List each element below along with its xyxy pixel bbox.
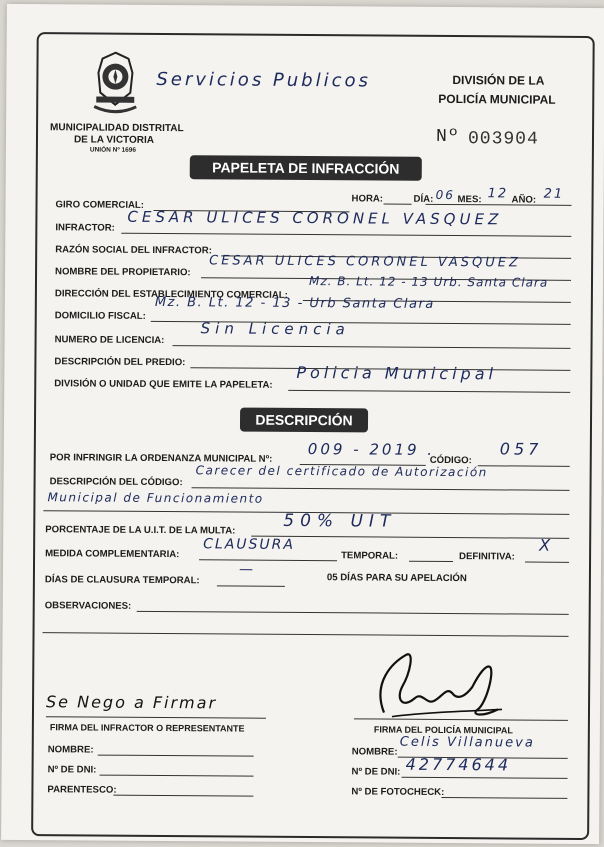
- municipal-seal-icon: [90, 51, 140, 119]
- definitiva-value: X: [539, 535, 553, 555]
- citation-form: [1, 4, 604, 844]
- codigo-label: CÓDIGO:: [429, 454, 472, 467]
- direccion-value: Mz. B. Lt. 12 - 13 Urb. Santa Clara: [308, 274, 549, 290]
- apelacion-text: 05 DÍAS PARA SU APELACIÓN: [326, 572, 467, 585]
- ordenanza-label: POR INFRINGIR LA ORDENANZA MUNICIPAL Nº:: [49, 452, 273, 465]
- porcentaje-label: PORCENTAJE DE LA U.I.T. DE LA MULTA:: [45, 524, 236, 537]
- police-fotocheck-label: Nº DE FOTOCHECK:: [351, 786, 445, 798]
- police-dni-label: Nº DE DNI:: [351, 766, 401, 778]
- form-number-prefix: Nº: [435, 126, 460, 148]
- definitiva-label: DEFINITIVA:: [459, 551, 515, 563]
- hora-line: [384, 204, 412, 205]
- codigo-value: 057: [499, 439, 543, 459]
- predio-label: DESCRIPCIÓN DEL PREDIO:: [54, 356, 186, 369]
- dias-value: —: [238, 561, 256, 578]
- domicilio-label: DOMICILIO FISCAL:: [54, 310, 146, 322]
- refused-signature-note: Se Nego a Firmar: [45, 692, 218, 713]
- razon-label: RAZÓN SOCIAL DEL INFRACTOR:: [55, 244, 212, 257]
- hora-label: HORA:: [351, 193, 384, 205]
- police-dni-value: 42774644: [405, 754, 512, 775]
- giro-label: GIRO COMERCIAL:: [55, 199, 145, 211]
- division-emisora-label: DIVISIÓN O UNIDAD QUE EMITE LA PAPELETA:: [54, 378, 273, 391]
- division-emisora-value: Policia Municipal: [296, 362, 498, 384]
- infractor-parentesco-label: PARENTESCO:: [47, 784, 117, 796]
- observaciones-label: OBSERVACIONES:: [44, 600, 132, 612]
- direccion-label: DIRECCIÓN DEL ESTABLECIMIENTO COMERCIAL:: [54, 288, 288, 301]
- police-signature-title: FIRMA DEL POLICÍA MUNICIPAL: [373, 724, 513, 736]
- anio-value: 21: [543, 186, 565, 202]
- licencia-value: Sin Licencia: [200, 319, 350, 339]
- police-nombre-label: NOMBRE:: [351, 746, 398, 758]
- anio-label: AÑO:: [511, 194, 537, 206]
- infractor-label: INFRACTOR:: [55, 222, 115, 234]
- municipality-name-1: MUNICIPALIDAD DISTRITAL: [50, 122, 184, 135]
- mes-label: MES:: [457, 194, 482, 206]
- medida-value: CLAUSURA: [203, 536, 296, 553]
- infractor-signature-title: FIRMA DEL INFRACTOR O REPRESENTANTE: [49, 722, 245, 734]
- description-banner: DESCRIPCIÓN: [240, 408, 368, 433]
- temporal-label: TEMPORAL:: [341, 550, 399, 562]
- desc-codigo-value-1: Carecer del certificado de Autorización: [195, 463, 488, 480]
- propietario-value: CESAR ULICES CORONEL VASQUEZ: [209, 253, 521, 271]
- desc-codigo-value-2: Municipal de Funcionamiento: [47, 490, 264, 506]
- dia-value: 06: [435, 187, 455, 203]
- division-title-2: POLICÍA MUNICIPAL: [438, 91, 556, 107]
- propietario-label: NOMBRE DEL PROPIETARIO:: [55, 266, 191, 279]
- infractor-nombre-label: NOMBRE:: [47, 744, 94, 756]
- medida-label: MEDIDA COMPLEMENTARIA:: [45, 548, 180, 561]
- dias-label: DÍAS DE CLAUSURA TEMPORAL:: [44, 574, 200, 587]
- ordenanza-value: 009 - 2019 .: [307, 440, 436, 459]
- handwritten-title: Servicios Publicos: [156, 68, 372, 92]
- form-number: 003904: [467, 129, 539, 150]
- desc-codigo-label: DESCRIPCIÓN DEL CÓDIGO:: [49, 476, 183, 489]
- division-title-1: DIVISIÓN DE LA: [452, 73, 545, 88]
- dia-label: DÍA:: [413, 193, 434, 205]
- infractor-dni-label: Nº DE DNI:: [47, 764, 97, 776]
- licencia-label: NUMERO DE LICENCIA:: [54, 334, 165, 347]
- mes-value: 12: [487, 186, 509, 202]
- infractor-value: CESAR ULICES CORONEL VASQUEZ: [127, 207, 503, 229]
- citation-banner: PAPELETA DE INFRACCIÓN: [190, 155, 422, 181]
- municipality-name-2: DE LA VICTORIA: [73, 134, 155, 146]
- porcentaje-value: 50% UIT: [283, 510, 397, 532]
- domicilio-value: Mz. B. Lt. 12 - 13 - Urb Santa Clara: [154, 294, 435, 312]
- police-nombre-value: Celis Villanueva: [399, 734, 535, 751]
- municipality-name-3: UNIÓN Nº 1696: [89, 146, 137, 154]
